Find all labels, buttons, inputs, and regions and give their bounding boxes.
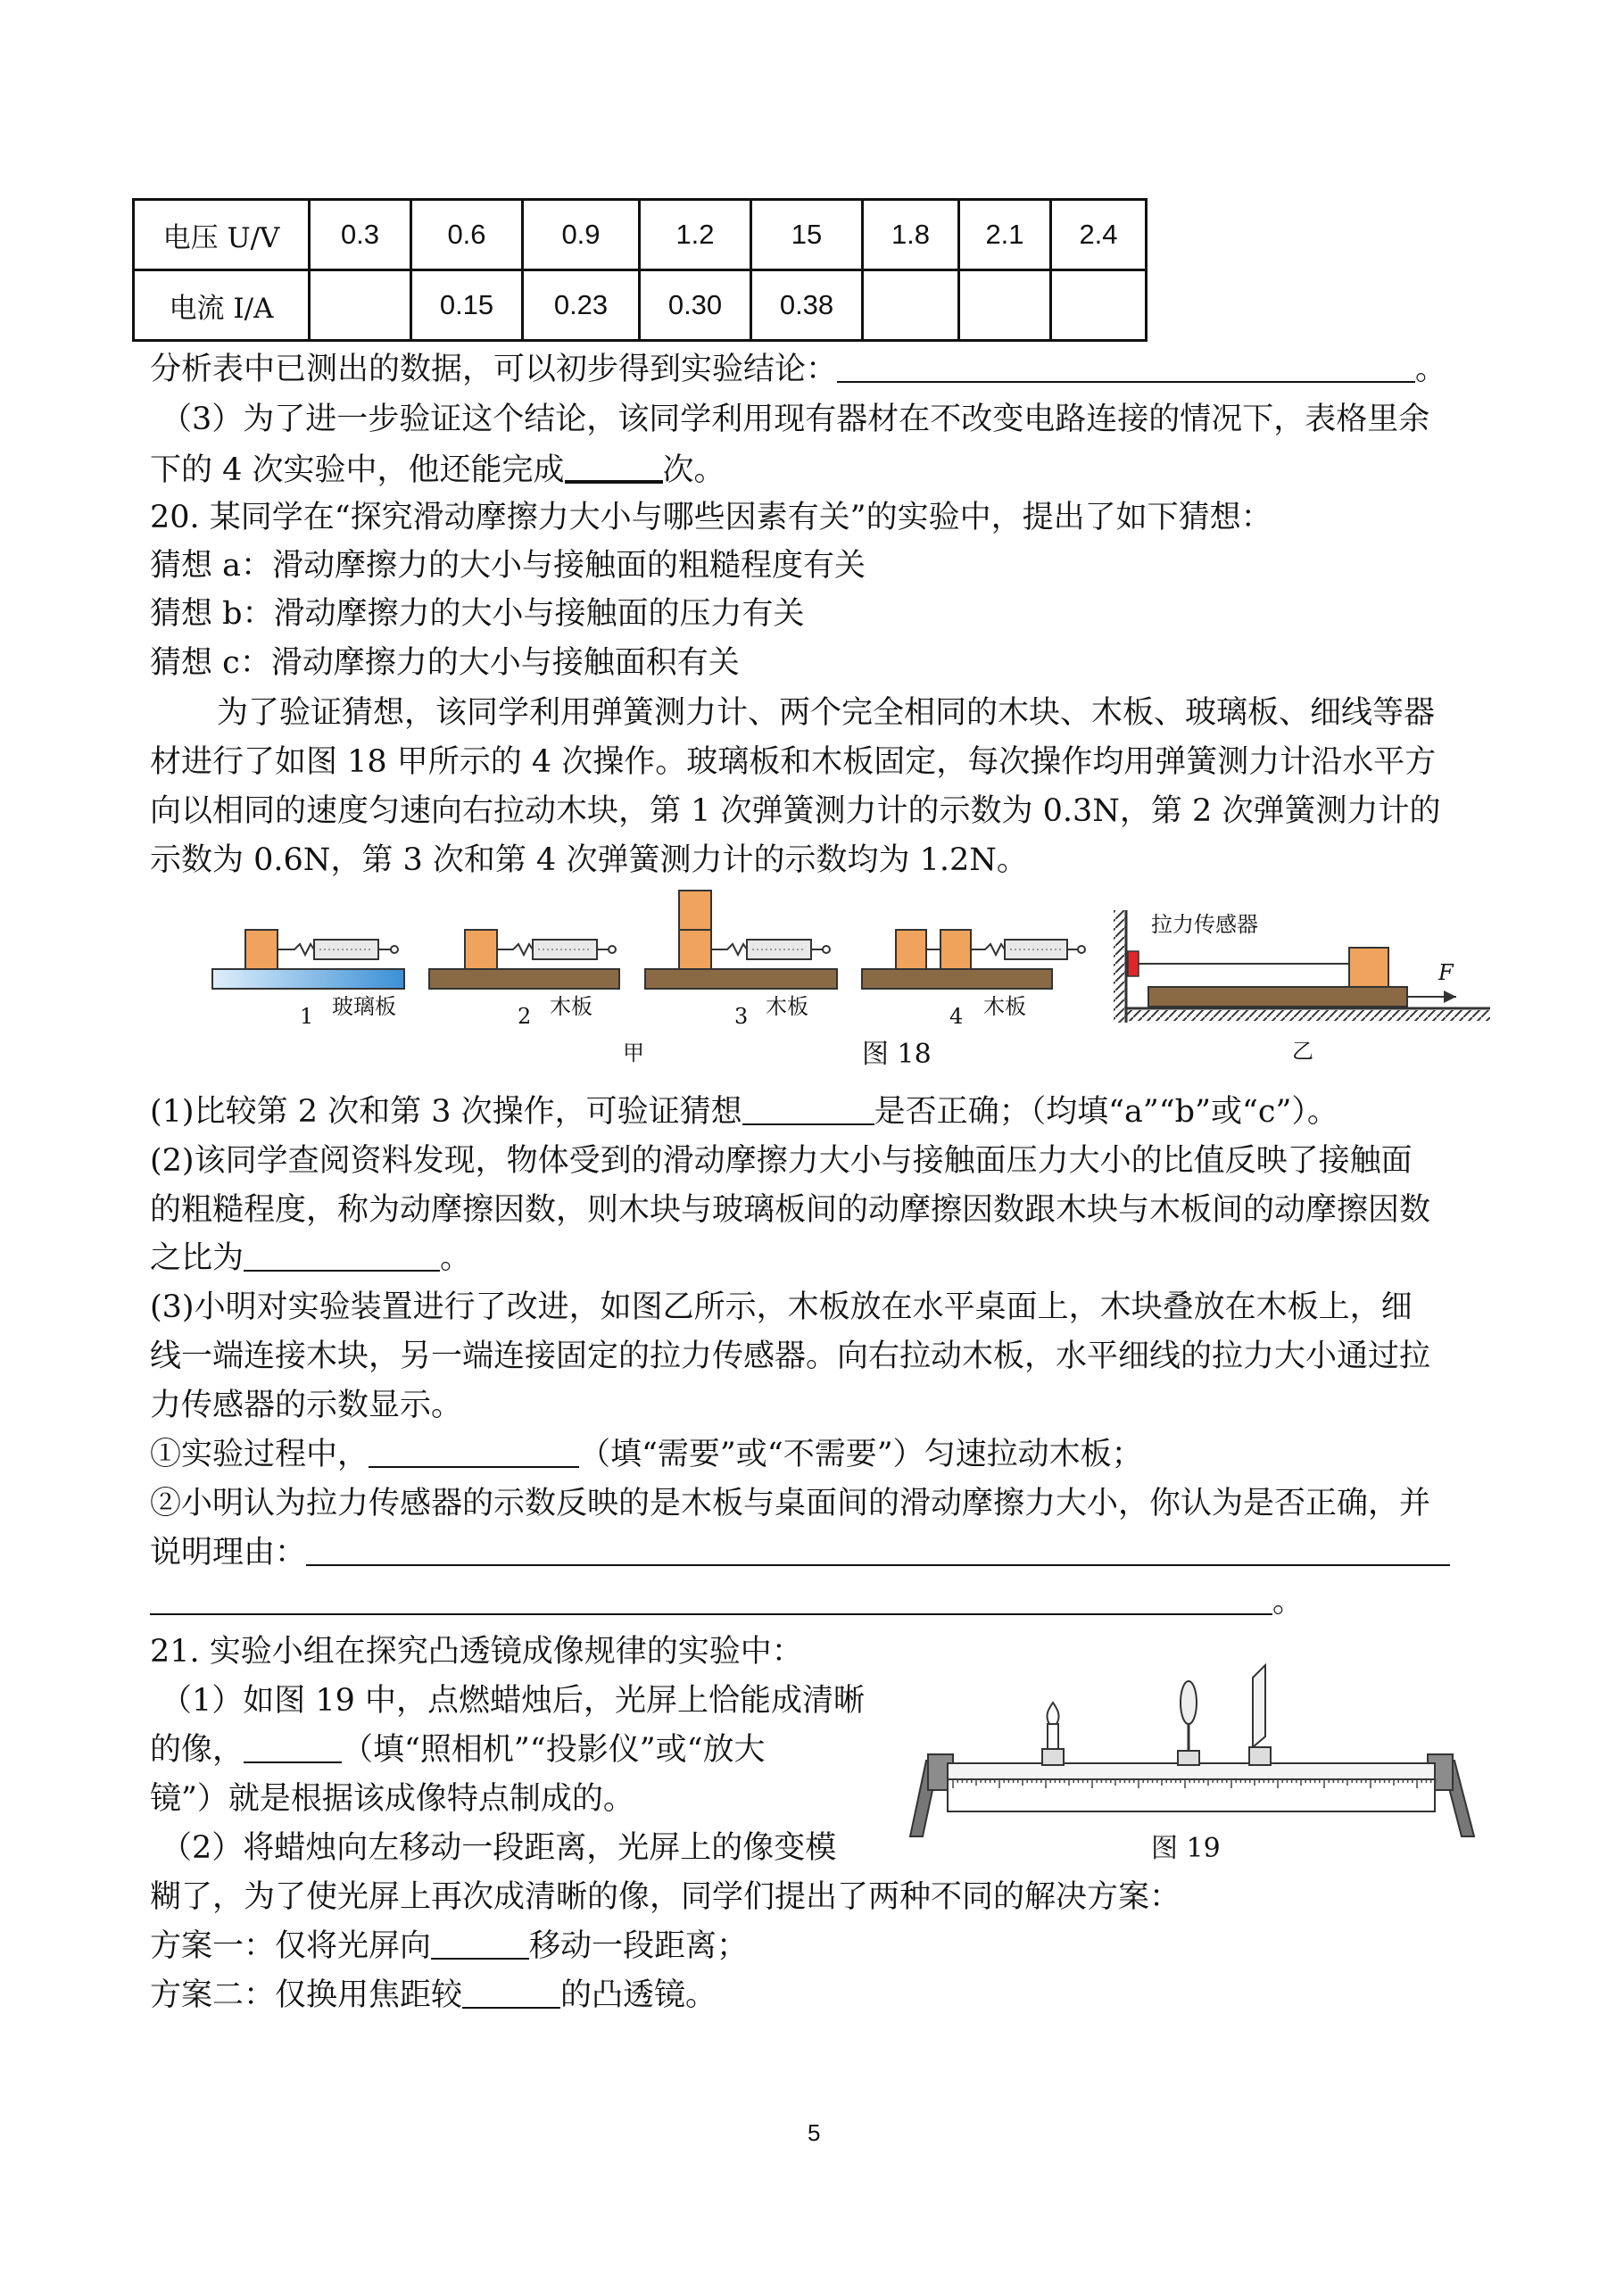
q20-paragraph: 为了验证猜想，该同学利用弹簧测力计、两个完全相同的木块、木板、玻璃板、细线等器 <box>217 695 1436 731</box>
figure-label: 甲 <box>623 1040 644 1065</box>
answer-blank[interactable] <box>369 1436 579 1468</box>
table-row <box>134 200 1147 270</box>
q20-c1: ①实验过程中， （填“需要”或“不需要”）匀速拉动木板； <box>150 1437 1143 1472</box>
table-cell: 0.3 <box>310 200 411 270</box>
page-number: 5 <box>808 2119 821 2146</box>
table-cell: 2.1 <box>959 200 1051 270</box>
q20-c2: ②小明认为拉力传感器的示数反映的是木板与桌面间的滑动摩擦力大小，你认为是否正确，并 <box>150 1486 1431 1521</box>
table-cell: 0.9 <box>523 200 640 270</box>
q20-c2: 。 <box>150 1582 1304 1621</box>
q21-p1: （1）如图 19 中，点燃蜡烛后，光屏上恰能成清晰 <box>161 1683 866 1719</box>
q20-paragraph: 示数为 0.6N，第 3 次和第 4 次弹簧测力计的示数均为 1.2N。 <box>150 842 1028 878</box>
q20-paragraph: 向以相同的速度匀速向右拉动木块，第 1 次弹簧测力计的示数为 0.3N，第 2 次弹簧测力计的 <box>150 793 1441 829</box>
answer-blank[interactable] <box>244 1731 342 1763</box>
q20-sub2: 的粗糙程度，称为动摩擦因数，则木块与玻璃板间的动摩擦因数跟木块与木板间的动摩擦因数 <box>150 1192 1431 1228</box>
answer-blank[interactable] <box>565 450 663 484</box>
figure-label: 木板 <box>550 994 592 1019</box>
light-screen <box>1249 1665 1271 1765</box>
q21-p1: 的像， （填“照相机”“投影仪”或“放大 <box>150 1732 766 1768</box>
q20-sub3: 力传感器的示数显示。 <box>150 1388 463 1423</box>
table-cell <box>1051 270 1147 341</box>
answer-blank[interactable] <box>150 1583 1272 1615</box>
table-cell <box>310 270 411 341</box>
q20-sub2: 之比为 。 <box>150 1240 472 1276</box>
table-cell: 0.6 <box>411 200 523 270</box>
table-cell: 0.23 <box>523 270 640 341</box>
table-cell: 0.30 <box>640 270 751 341</box>
figure-label: 1 <box>300 1004 314 1029</box>
q20-sub3: (3)小明对实验装置进行了改进，如图乙所示，木板放在水平桌面上，木块叠放在木板上，细 <box>150 1289 1413 1325</box>
q20-sub3: 线一端连接木块，另一端连接固定的拉力传感器。向右拉动木板，水平细线的拉力大小通过拉 <box>150 1339 1431 1374</box>
q20-sub1: (1)比较第 2 次和第 3 次操作，可验证猜想 是否正确；（均填“a”“b”或“c”）。 <box>150 1094 1338 1130</box>
table-cell: 2.4 <box>1051 200 1147 270</box>
answer-blank[interactable] <box>742 1093 874 1125</box>
table-cell: 15 <box>751 200 863 270</box>
figure-label: 拉力传感器 <box>1151 912 1258 937</box>
convex-lens <box>1178 1681 1199 1765</box>
optical-bench <box>910 1754 1474 1836</box>
setup-4 <box>862 930 1085 989</box>
figure-label: 乙 <box>1292 1039 1313 1064</box>
answer-blank[interactable] <box>244 1239 440 1272</box>
q21-intro: 21. 实验小组在探究凸透镜成像规律的实验中： <box>150 1634 803 1670</box>
table-cell: 0.38 <box>751 270 863 341</box>
figure-caption: 图 19 <box>1151 1833 1221 1864</box>
figure-label: 2 <box>518 1004 532 1029</box>
q20-sub2: (2)该同学查阅资料发现，物体受到的滑动摩擦力大小与接触面压力大小的比值反映了接触面 <box>150 1143 1413 1179</box>
figure-label: 玻璃板 <box>332 994 396 1019</box>
table-cell <box>863 270 959 341</box>
q19-analysis: 分析表中已测出的数据，可以初步得到实验结论： 。 <box>150 352 1447 387</box>
figure-label: 木板 <box>766 994 808 1019</box>
guess-b: 猜想 b：滑动摩擦力的大小与接触面的压力有关 <box>150 596 805 632</box>
setup-3 <box>645 891 837 989</box>
table-row <box>134 270 1147 341</box>
table-cell: 电流 I/A <box>134 270 310 341</box>
q21-p1: 镜”）就是根据该成像特点制成的。 <box>150 1781 634 1817</box>
setup-2 <box>429 930 619 989</box>
data-table <box>132 198 1148 342</box>
q21-p2: 糊了，为了使光屏上再次成清晰的像，同学们提出了两种不同的解决方案： <box>150 1879 1181 1915</box>
figure-caption: 图 18 <box>862 1039 932 1070</box>
q19-part3-line2: 下的 4 次实验中，他还能完成 次。 <box>150 450 725 490</box>
candle <box>1042 1703 1064 1765</box>
setup-1 <box>212 930 404 989</box>
figure-label: 4 <box>949 1004 964 1029</box>
q20-paragraph: 材进行了如图 18 甲所示的 4 次操作。玻璃板和木板固定，每次操作均用弹簧测力计沿水平方 <box>150 744 1437 780</box>
guess-a: 猜想 a：滑动摩擦力的大小与接触面的粗糙程度有关 <box>150 548 866 584</box>
table-cell: 电压 U/V <box>134 200 310 270</box>
figure-label: 木板 <box>983 994 1026 1019</box>
answer-blank[interactable] <box>462 1977 560 2009</box>
q21-p2: （2）将蜡烛向左移动一段距离，光屏上的像变模 <box>161 1830 837 1866</box>
q19-part3-line1: （3）为了进一步验证这个结论，该同学利用现有器材在不改变电路连接的情况下，表格里余 <box>161 402 1430 437</box>
table-cell <box>959 270 1051 341</box>
answer-blank[interactable] <box>306 1534 1450 1566</box>
table-cell: 1.8 <box>863 200 959 270</box>
q20-intro: 20. 某同学在“探究滑动摩擦力大小与哪些因素有关”的实验中，提出了如下猜想： <box>150 500 1272 535</box>
q21-plan1: 方案一：仅将光屏向 移动一段距离； <box>150 1928 749 1964</box>
figure-label: 3 <box>734 1004 749 1029</box>
answer-blank[interactable] <box>431 1927 529 1960</box>
table-cell: 1.2 <box>640 200 751 270</box>
table-cell: 0.15 <box>411 270 523 341</box>
q21-plan2: 方案二：仅换用焦距较 的凸透镜。 <box>150 1977 717 2013</box>
q20-c2: 说明理由： <box>150 1533 1450 1572</box>
answer-blank[interactable] <box>837 351 1415 383</box>
guess-c: 猜想 c：滑动摩擦力的大小与接触面积有关 <box>150 645 740 681</box>
figure-label: F <box>1438 960 1454 985</box>
